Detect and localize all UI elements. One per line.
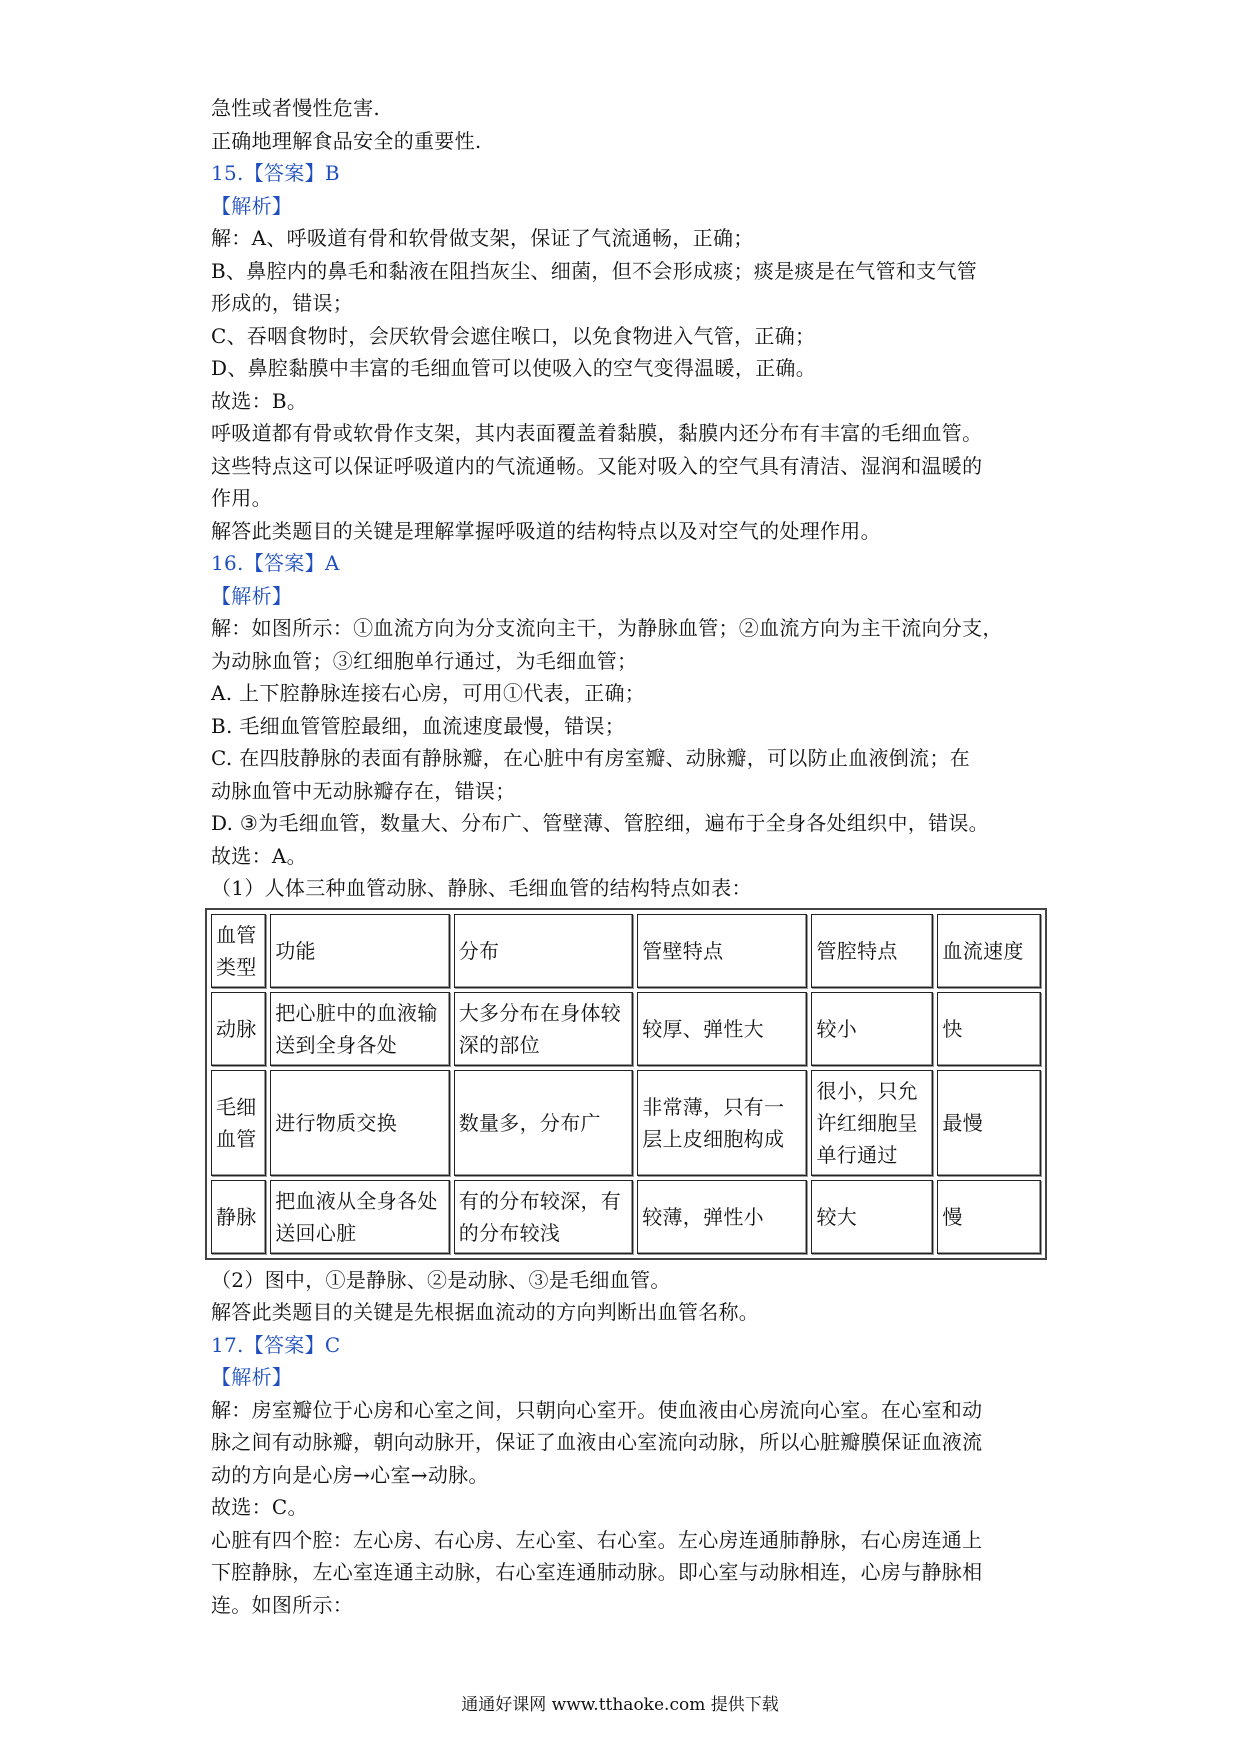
text-line: D. ③为毛细血管，数量大、分布广、管壁薄、管腔细，遍布于全身各处组织中，错误。: [211, 811, 989, 835]
page-footer: 通通好课网 www.tthaoke.com 提供下载: [461, 1695, 779, 1715]
text-line: C、吞咽食物时，会厌软骨会遮住喉口，以免食物进入气管，正确；: [211, 323, 816, 348]
answer-heading-16: 16.【答案】A: [211, 551, 340, 575]
table-header-cell: 管腔特点: [811, 914, 933, 988]
text-line: 解：A、呼吸道有骨和软骨做支架，保证了气流通畅，正确；: [211, 226, 754, 250]
table-cell: 把血液从全身各处送回心脏: [270, 1180, 449, 1254]
text-line: 作用。: [211, 486, 272, 510]
vessel-feature-table: [205, 908, 1047, 1260]
document-body: [211, 92, 1041, 1621]
text-line: D、鼻腔黏膜中丰富的毛细血管可以使吸入的空气变得温暖，正确。: [211, 356, 817, 380]
table-cell: 把心脏中的血液输送到全身各处: [270, 992, 449, 1066]
text-line: 动脉血管中无动脉瓣存在，错误；: [211, 778, 516, 803]
analysis-label-17: 【解析】: [211, 1365, 293, 1389]
text-line: 下腔静脉，左心室连通主动脉，右心室连通肺动脉。即心室与动脉相连，心房与静脉相: [211, 1560, 983, 1584]
table-cell: 有的分布较深，有的分布较浅: [454, 1180, 633, 1254]
table-cell: 动脉: [211, 992, 266, 1066]
table-cell: 较小: [811, 992, 933, 1066]
table-header-cell: 功能: [270, 914, 449, 988]
table-cell: 最慢: [937, 1070, 1041, 1176]
text-line: 故选：B。: [211, 388, 308, 413]
table-cell: 慢: [937, 1180, 1041, 1254]
text-line: B. 毛细血管管腔最细，血流速度最慢，错误；: [211, 713, 626, 738]
table-cell: 数量多，分布广: [454, 1070, 633, 1176]
table-cell: 进行物质交换: [270, 1070, 449, 1176]
table-header-cell: 血管类型: [211, 914, 266, 988]
text-line: （1）人体三种血管动脉、静脉、毛细血管的结构特点如表：: [211, 876, 752, 900]
text-line: 心脏有四个腔：左心房、右心房、左心室、右心室。左心房连通肺静脉，右心房连通上: [211, 1527, 983, 1552]
table-row: [211, 992, 1041, 1066]
text-line: 解：房室瓣位于心房和心室之间，只朝向心室开。使血液由心房流向心室。在心室和动: [211, 1397, 983, 1422]
text-line: 为动脉血管；③红细胞单行通过，为毛细血管；: [211, 648, 638, 673]
analysis-label-16: 【解析】: [211, 583, 293, 608]
text-line: 故选：C。: [211, 1495, 308, 1519]
text-line: 这些特点这可以保证呼吸道内的气流通畅。又能对吸入的空气具有清洁、湿润和温暖的: [211, 453, 983, 478]
text-line: C. 在四肢静脉的表面有静脉瓣，在心脏中有房室瓣、动脉瓣，可以防止血液倒流；在: [211, 746, 971, 770]
text-line: 动的方向是心房→心室→动脉。: [211, 1462, 489, 1487]
table-cell: 大多分布在身体较深的部位: [454, 992, 633, 1066]
text-line: 解答此类题目的关键是先根据血流动的方向判断出血管名称。: [211, 1300, 760, 1324]
table-header-row: [211, 914, 1041, 988]
text-line: 故选：A。: [211, 843, 307, 868]
text-line: 解答此类题目的关键是理解掌握呼吸道的结构特点以及对空气的处理作用。: [211, 518, 881, 543]
analysis-label-15: 【解析】: [211, 193, 293, 218]
text-line: 连。如图所示：: [211, 1592, 354, 1617]
text-line: 解：如图所示：①血流方向为分支流向主干，为静脉血管；②血流方向为主干流向分支，: [211, 616, 1003, 640]
table-cell: 静脉: [211, 1180, 266, 1254]
text-line: 形成的，错误；: [211, 291, 354, 315]
table-cell: 非常薄，只有一层上皮细胞构成: [637, 1070, 807, 1176]
answer-heading-17: 17.【答案】C: [211, 1332, 341, 1357]
table-cell: 毛细血管: [211, 1070, 266, 1176]
table-cell: 快: [937, 992, 1041, 1066]
text-line: B、鼻腔内的鼻毛和黏液在阻挡灰尘、细菌，但不会形成痰；痰是痰是在气管和支气管: [211, 258, 978, 283]
text-line: 正确地理解食品安全的重要性.: [211, 128, 482, 153]
text-line: 脉之间有动脉瓣，朝向动脉开，保证了血液由心室流向动脉，所以心脏瓣膜保证血液流: [211, 1430, 983, 1454]
table-row: [211, 1070, 1041, 1176]
table-cell: 较大: [811, 1180, 933, 1254]
table-header-cell: 分布: [454, 914, 633, 988]
table-cell: 较薄，弹性小: [637, 1180, 807, 1254]
table-header-cell: 管壁特点: [637, 914, 807, 988]
text-line: 急性或者慢性危害.: [211, 96, 381, 120]
table-row: [211, 1180, 1041, 1254]
table-cell: 较厚、弹性大: [637, 992, 807, 1066]
table-header-cell: 血流速度: [937, 914, 1041, 988]
text-line: （2）图中，①是静脉、②是动脉、③是毛细血管。: [211, 1267, 671, 1292]
text-line: A. 上下腔静脉连接右心房，可用①代表，正确；: [211, 681, 646, 705]
answer-heading-15: 15.【答案】B: [211, 161, 340, 185]
table-cell: 很小，只允许红细胞呈单行通过: [811, 1070, 933, 1176]
text-line: 呼吸道都有骨或软骨作支架，其内表面覆盖着黏膜，黏膜内还分布有丰富的毛细血管。: [211, 421, 983, 445]
